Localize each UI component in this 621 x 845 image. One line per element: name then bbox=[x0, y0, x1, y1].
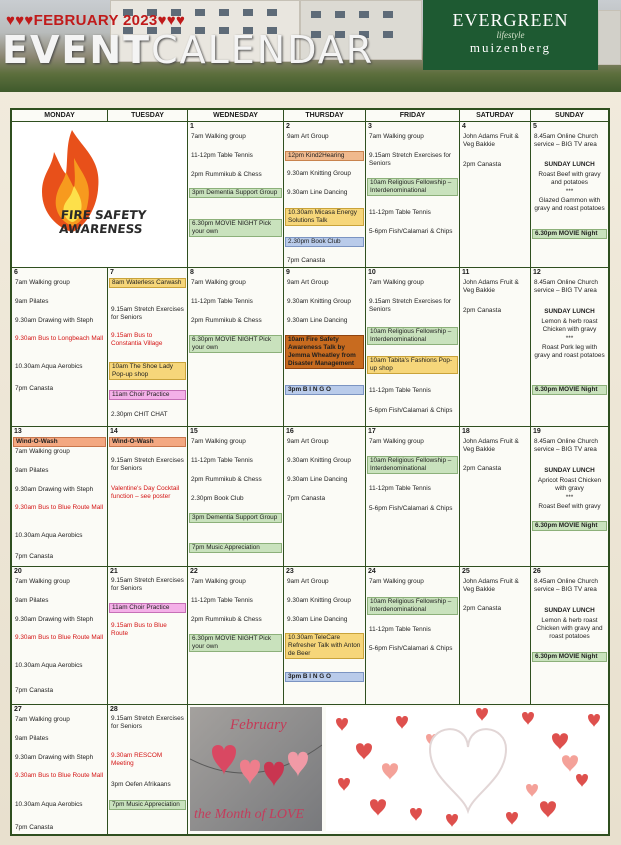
event: 10am Religious Fellowship – Interdenominational bbox=[367, 327, 458, 345]
event: 7am Walking group bbox=[15, 578, 70, 585]
event: 10.30am Aqua Aerobics bbox=[15, 363, 83, 370]
event: 10.30am Micasa Energy Solutions Talk bbox=[285, 208, 364, 226]
event: Apricot Roast Chicken with gravy bbox=[537, 477, 602, 492]
date-number: 12 bbox=[533, 269, 541, 276]
event: 7pm Music Appreciation bbox=[189, 543, 282, 553]
date-number: 9 bbox=[286, 269, 290, 276]
day-cell-5[interactable] bbox=[531, 122, 608, 268]
love-poster-subtitle: the Month of LOVE bbox=[194, 807, 305, 822]
day-cell-10[interactable] bbox=[366, 268, 460, 427]
event: SUNDAY LUNCH bbox=[544, 467, 595, 474]
event: SUNDAY LUNCH bbox=[544, 607, 595, 614]
day-cell-28[interactable] bbox=[108, 705, 188, 834]
event: 3pm B I N G O bbox=[285, 385, 364, 395]
love-poster-title: February bbox=[230, 717, 287, 733]
event: Roast Pork leg with gravy and roast potatoes bbox=[534, 344, 605, 359]
event: 5-6pm Fish/Calamari & Chips bbox=[369, 228, 453, 235]
month-heading: ♥♥♥FEBRUARY 2023♥♥♥ bbox=[6, 12, 186, 29]
event: Valentine's Day Cocktail function – see poster bbox=[111, 485, 180, 500]
event: Wind-O-Wash bbox=[109, 437, 186, 447]
date-number: 13 bbox=[14, 428, 22, 435]
event: 10am Religious Fellowship – Interdenominational bbox=[367, 456, 458, 474]
event: 6.30pm MOVIE NIGHT Pick your own bbox=[189, 219, 282, 237]
event: 10am Religious Fellowship – Interdenominational bbox=[367, 178, 458, 196]
event: 9.30am Knitting Group bbox=[287, 170, 351, 177]
event: 2pm Rummikub & Chess bbox=[191, 317, 262, 324]
event: 2pm Rummikub & Chess bbox=[191, 171, 262, 178]
event: 9am Pilates bbox=[15, 467, 49, 474]
date-number: 21 bbox=[110, 568, 118, 575]
dow-saturday: SATURDAY bbox=[460, 110, 531, 122]
event: Wind-O-Wash bbox=[13, 437, 106, 447]
event: 7pm Canasta bbox=[15, 824, 54, 831]
event: 7am Walking group bbox=[15, 448, 70, 455]
event: 8.45am Online Church service – BIG TV area bbox=[534, 578, 598, 593]
logo-tagline: lifestyle bbox=[496, 30, 525, 40]
day-cell-15[interactable] bbox=[188, 427, 284, 567]
event-calendar bbox=[10, 108, 610, 836]
event: 10am Fire Safety Awareness Talk by Jemma Wheatley from Disaster Management bbox=[285, 335, 364, 369]
event: 9.30am Line Dancing bbox=[287, 616, 348, 623]
event: 10.30am TeleCare Refresher Talk with Anton de Beer bbox=[285, 633, 364, 659]
event: Roast Beef with gravy and potatoes bbox=[538, 171, 601, 186]
event: 9.30am Line Dancing bbox=[287, 189, 348, 196]
event: 11am Choir Practice bbox=[109, 603, 186, 613]
date-number: 7 bbox=[110, 269, 114, 276]
day-cell-6[interactable] bbox=[12, 268, 108, 427]
event: 9.30am RESCOM Meeting bbox=[111, 752, 163, 767]
event: 8.45am Online Church service – BIG TV area bbox=[534, 279, 598, 294]
date-number: 5 bbox=[533, 123, 537, 130]
event: 9.30am Drawing with Steph bbox=[15, 486, 94, 493]
fire-text-line: AWARENESS bbox=[58, 222, 144, 236]
event: 9.30am Drawing with Steph bbox=[15, 754, 94, 761]
event: 9.30am Knitting Group bbox=[287, 298, 351, 305]
event: 9.30am Bus to Blue Route Mall bbox=[15, 772, 104, 779]
event: 9am Pilates bbox=[15, 735, 49, 742]
event: 7am Walking group bbox=[15, 716, 70, 723]
event: 9.15am Bus to Constantia Village bbox=[111, 332, 163, 347]
event: 6.30pm MOVIE Night bbox=[532, 229, 607, 239]
day-cell-8[interactable] bbox=[188, 268, 284, 427]
event: 7pm Canasta bbox=[287, 257, 326, 264]
event: 2.30pm CHIT CHAT bbox=[111, 411, 168, 418]
event: 9am Art Group bbox=[287, 133, 329, 140]
day-cell-11[interactable] bbox=[460, 268, 531, 427]
day-cell-20[interactable] bbox=[12, 567, 108, 705]
month-of-love-poster bbox=[190, 707, 322, 831]
date-number: 2 bbox=[286, 123, 290, 130]
heart-garland-icon bbox=[190, 731, 322, 811]
day-cell-25[interactable] bbox=[460, 567, 531, 705]
event: 5-6pm Fish/Calamari & Chips bbox=[369, 645, 453, 652]
event: 5-6pm Fish/Calamari & Chips bbox=[369, 505, 453, 512]
date-number: 28 bbox=[110, 706, 118, 713]
event: Glazed Gammon with gravy and roast potatoes bbox=[534, 197, 605, 212]
event: 9.30am Bus to Blue Route Mall bbox=[15, 504, 104, 511]
event: 11-12pm Table Tennis bbox=[191, 298, 253, 305]
event: 9.15am Stretch Exercises for Seniors bbox=[369, 152, 452, 167]
event: 7am Walking group bbox=[191, 578, 246, 585]
date-number: 16 bbox=[286, 428, 294, 435]
event: 7am Walking group bbox=[369, 578, 424, 585]
day-cell-27[interactable] bbox=[12, 705, 108, 834]
event: SUNDAY LUNCH bbox=[544, 161, 595, 168]
event: 3pm Dementia Support Group bbox=[189, 513, 282, 523]
event: Roast Beef with gravy bbox=[538, 503, 601, 510]
header-banner bbox=[0, 0, 621, 92]
date-number: 15 bbox=[190, 428, 198, 435]
event: 7pm Canasta bbox=[287, 495, 326, 502]
event: 9am Art Group bbox=[287, 279, 329, 286]
event: 9.15am Stretch Exercises for Seniors bbox=[111, 306, 184, 321]
event: 9.30am Bus to Blue Route Mall bbox=[15, 634, 104, 641]
dow-wednesday: WEDNESDAY bbox=[188, 110, 284, 122]
event: 8.45am Online Church service – BIG TV area bbox=[534, 133, 598, 148]
event: 2pm Rummikub & Chess bbox=[191, 476, 262, 483]
date-number: 24 bbox=[368, 568, 376, 575]
date-number: 19 bbox=[533, 428, 541, 435]
event: 5-6pm Fish/Calamari & Chips bbox=[369, 407, 453, 414]
day-cell-17[interactable] bbox=[366, 427, 460, 567]
event: 8.45am Online Church service – BIG TV area bbox=[534, 438, 598, 453]
day-cell-3[interactable] bbox=[366, 122, 460, 268]
event: 6.30pm MOVIE Night bbox=[532, 521, 607, 531]
dow-sunday: SUNDAY bbox=[531, 110, 608, 122]
event: 9.30am Knitting Group bbox=[287, 457, 351, 464]
event: 3pm Oefen Afrikaans bbox=[111, 781, 171, 788]
event: 9.30am Drawing with Steph bbox=[15, 317, 94, 324]
event: 7am Walking group bbox=[369, 279, 424, 286]
day-cell-9[interactable] bbox=[284, 268, 366, 427]
day-cell-24[interactable] bbox=[366, 567, 460, 705]
event: 2pm Canasta bbox=[463, 605, 502, 612]
title-light: CALENDAR bbox=[151, 28, 375, 72]
fire-safety-poster bbox=[12, 122, 188, 268]
event: 6.30pm MOVIE NIGHT Pick your own bbox=[189, 634, 282, 652]
date-number: 25 bbox=[462, 568, 470, 575]
event: John Adams Fruit & Veg Bakkie bbox=[463, 133, 519, 148]
title-bold: EVENT bbox=[2, 28, 152, 72]
event: 2pm Canasta bbox=[463, 465, 502, 472]
date-number: 4 bbox=[462, 123, 466, 130]
dow-monday: MONDAY bbox=[12, 110, 108, 122]
hearts-collage-icon bbox=[326, 707, 608, 831]
day-cell-12[interactable] bbox=[531, 268, 608, 427]
dow-friday: FRIDAY bbox=[366, 110, 460, 122]
event: 9.30am Drawing with Steph bbox=[15, 616, 94, 623]
event: 10am Tabita's Fashions Pop-up shop bbox=[367, 356, 458, 374]
event: 9.15am Stretch Exercises for Seniors bbox=[111, 715, 184, 730]
day-cell-23[interactable] bbox=[284, 567, 366, 705]
event: 3pm Dementia Support Group bbox=[189, 188, 282, 198]
day-cell-16[interactable] bbox=[284, 427, 366, 567]
event: 11-12pm Table Tennis bbox=[369, 485, 431, 492]
event: 8am Waterless Carwash bbox=[109, 278, 186, 288]
dow-thursday: THURSDAY bbox=[284, 110, 366, 122]
event: 7am Walking group bbox=[191, 438, 246, 445]
date-number: 26 bbox=[533, 568, 541, 575]
event: 10.30am Aqua Aerobics bbox=[15, 662, 83, 669]
event: 2pm Canasta bbox=[463, 307, 502, 314]
date-number: 23 bbox=[286, 568, 294, 575]
event: 10.30am Aqua Aerobics bbox=[15, 532, 83, 539]
building-graphic bbox=[598, 10, 621, 65]
date-number: 10 bbox=[368, 269, 376, 276]
event: 12pm Kind2Hearing bbox=[285, 151, 364, 161]
date-number: 14 bbox=[110, 428, 118, 435]
event: 6.30pm MOVIE Night bbox=[532, 652, 607, 662]
event: 2.30pm Book Club bbox=[191, 495, 244, 502]
day-cell-1[interactable] bbox=[188, 122, 284, 268]
event: 9am Pilates bbox=[15, 597, 49, 604]
date-number: 6 bbox=[14, 269, 18, 276]
evergreen-logo bbox=[423, 0, 598, 70]
event: 11-12pm Table Tennis bbox=[369, 387, 431, 394]
event: *** bbox=[565, 188, 574, 195]
event: 9.15am Stretch Exercises for Seniors bbox=[369, 298, 452, 313]
date-number: 8 bbox=[190, 269, 194, 276]
day-cell-18[interactable] bbox=[460, 427, 531, 567]
event: 10am The Shoe Lady Pop-up shop bbox=[109, 362, 186, 380]
event: 11-12pm Table Tennis bbox=[191, 152, 253, 159]
event: 7am Walking group bbox=[369, 133, 424, 140]
event: 9.30am Bus to Longbeach Mall bbox=[15, 335, 104, 342]
fire-safety-title bbox=[59, 208, 162, 236]
event: 9.30am Knitting Group bbox=[287, 597, 351, 604]
event: 7am Walking group bbox=[191, 133, 246, 140]
event: 11-12pm Table Tennis bbox=[369, 209, 431, 216]
event: 6.30pm MOVIE NIGHT Pick your own bbox=[189, 335, 282, 353]
event: SUNDAY LUNCH bbox=[544, 308, 595, 315]
date-number: 1 bbox=[190, 123, 194, 130]
event: 9.15am Stretch Exercises for Seniors bbox=[111, 577, 184, 592]
event: 10am Religious Fellowship – Interdenominational bbox=[367, 597, 458, 615]
event: John Adams Fruit & Veg Bakkie bbox=[463, 438, 519, 453]
logo-place: muizenberg bbox=[469, 40, 552, 55]
event: 2pm Rummikub & Chess bbox=[191, 616, 262, 623]
event: John Adams Fruit & Veg Bakkie bbox=[463, 578, 519, 593]
event: 11-12pm Table Tennis bbox=[191, 457, 253, 464]
day-cell-19[interactable] bbox=[531, 427, 608, 567]
event: 9.15am Stretch Exercises for Seniors bbox=[111, 457, 184, 472]
event: 7am Walking group bbox=[369, 438, 424, 445]
event: *** bbox=[565, 335, 574, 342]
event: 11am Choir Practice bbox=[109, 390, 186, 400]
event: 2pm Canasta bbox=[463, 161, 502, 168]
date-number: 3 bbox=[368, 123, 372, 130]
event: 9.30am Line Dancing bbox=[287, 476, 348, 483]
date-number: 18 bbox=[462, 428, 470, 435]
date-number: 17 bbox=[368, 428, 376, 435]
event: 9am Art Group bbox=[287, 438, 329, 445]
event: 7am Walking group bbox=[191, 279, 246, 286]
date-number: 27 bbox=[14, 706, 22, 713]
day-cell-22[interactable] bbox=[188, 567, 284, 705]
event: 9.30am Line Dancing bbox=[287, 317, 348, 324]
logo-name: EVERGREEN bbox=[452, 10, 569, 30]
event: 7am Walking group bbox=[15, 279, 70, 286]
day-cell-21[interactable] bbox=[108, 567, 188, 705]
event: 10.30am Aqua Aerobics bbox=[15, 801, 83, 808]
event: 11-12pm Table Tennis bbox=[369, 626, 431, 633]
date-number: 20 bbox=[14, 568, 22, 575]
date-number: 22 bbox=[190, 568, 198, 575]
day-cell-2[interactable] bbox=[284, 122, 366, 268]
day-cell-14[interactable] bbox=[108, 427, 188, 567]
event: 6.30pm MOVIE Night bbox=[532, 385, 607, 395]
event: 3pm B I N G O bbox=[285, 672, 364, 682]
event: 9am Art Group bbox=[287, 578, 329, 585]
day-cell-13[interactable] bbox=[12, 427, 108, 567]
event: 2.30pm Book Club bbox=[285, 237, 364, 247]
date-number: 11 bbox=[462, 269, 470, 276]
fire-text-line: FIRE SAFETY bbox=[60, 208, 147, 222]
event: *** bbox=[565, 494, 574, 501]
day-cell-7[interactable] bbox=[108, 268, 188, 427]
event: 9am Pilates bbox=[15, 298, 49, 305]
event: 7pm Music Appreciation bbox=[109, 800, 186, 810]
page-title bbox=[2, 28, 374, 72]
event: 9.15am Bus to Blue Route bbox=[111, 622, 167, 637]
day-cell-26[interactable] bbox=[531, 567, 608, 705]
event: John Adams Fruit & Veg Bakkie bbox=[463, 279, 519, 294]
event: 7pm Canasta bbox=[15, 385, 54, 392]
event: Lemon & herb roast Chicken with gravy and roast potatoes bbox=[536, 617, 603, 640]
hearts-image bbox=[326, 707, 608, 831]
event: 11-12pm Table Tennis bbox=[191, 597, 253, 604]
event: 7pm Canasta bbox=[15, 687, 54, 694]
day-cell-4[interactable] bbox=[460, 122, 531, 268]
dow-tuesday: TUESDAY bbox=[108, 110, 188, 122]
event: Lemon & herb roast Chicken with gravy bbox=[541, 318, 598, 333]
event: 7pm Canasta bbox=[15, 553, 54, 560]
